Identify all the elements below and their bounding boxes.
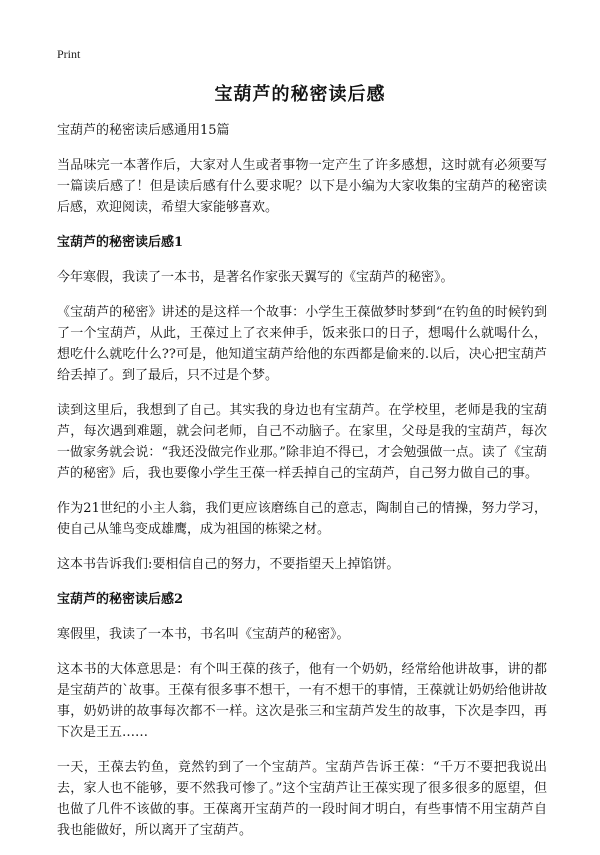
paragraph: 这本书的大体意思是：有个叫王葆的孩子，他有一个奶奶，经常给他讲故事，讲的都是宝葫芦的`故事。王葆有很多事不想干，一有不想干的事情，王葆就让奶奶给他讲故事，奶奶讲的故事每次都不一样。这次是张三和宝葫芦发生的故事，下次是李四，再下次是王五…… (57, 662, 547, 740)
intro-paragraph: 当品味完一本著作后，大家对人生或者事物一定产生了许多感想，这时就有必须要写一篇读后感了！但是读后感有什么要求呢？以下是小编为大家收集的宝葫芦的秘密读后感，欢迎阅读，希望大家能够喜欢。 (57, 158, 547, 215)
section-2 (57, 589, 547, 841)
article-subtitle: 宝葫芦的秘密读后感通用15篇 (57, 123, 230, 138)
page-title: 宝葫芦的秘密读后感 (214, 84, 386, 105)
paragraph: 寒假里，我读了一本书，书名叫《宝葫芦的秘密》。 (57, 627, 350, 642)
paragraph: 一天，王葆去钓鱼，竟然钓到了一个宝葫芦。宝葫芦告诉王葆：“千万不要把我说出去，家人也不能够，要不然我可惨了。”这个宝葫芦让王葆实现了很多很多的愿望，但也做了几件不该做的事。王葆离开宝葫芦的一段时间才明白，有些事情不用宝葫芦自我也能做好，所以离开了宝葫芦。 (57, 760, 547, 838)
paragraph: 今年寒假，我读了一本书，是著名作家张天翼写的《宝葫芦的秘密》。 (57, 270, 454, 285)
section-1 (57, 232, 547, 575)
paragraph: 读到这里后，我想到了自己。其实我的身边也有宝葫芦。在学校里，老师是我的宝葫芦，每次遇到难题，就会问老师，自己不动脑子。在家里，父母是我的宝葫芦，每次一做家务就会说：“我还没做完作业那。”除非迫不得已，才会勉强做一点。读了《宝葫芦的秘密》后，我也要像小学生王葆一样丢掉自己的宝葫芦，自己努力做自己的事。 (57, 403, 547, 481)
paragraph: 作为21世纪的小主人翁，我们更应该磨练自己的意志，陶制自己的情操，努力学习，使自己从雏鸟变成雄鹰，成为祖国的栋梁之材。 (57, 501, 547, 537)
section-heading: 宝葫芦的秘密读后感1 (57, 235, 184, 250)
paragraph: 《宝葫芦的秘密》讲述的是这样一个故事：小学生王葆做梦时梦到“在钓鱼的时候钓到了一个宝葫芦，从此，王葆过上了衣来伸手，饭来张口的日子，想喝什么就喝什么，想吃什么就吃什么??可是，他知道宝葫芦给他的东西都是偷来的.以后，决心把宝葫芦给丢掉了。到了最后，只不过是个梦。 (57, 305, 547, 383)
section-heading: 宝葫芦的秘密读后感2 (57, 592, 184, 607)
print-link[interactable]: Print (57, 47, 81, 61)
article-body (57, 120, 547, 855)
paragraph: 这本书告诉我们:要相信自己的努力，不要指望天上掉馅饼。 (57, 557, 400, 572)
